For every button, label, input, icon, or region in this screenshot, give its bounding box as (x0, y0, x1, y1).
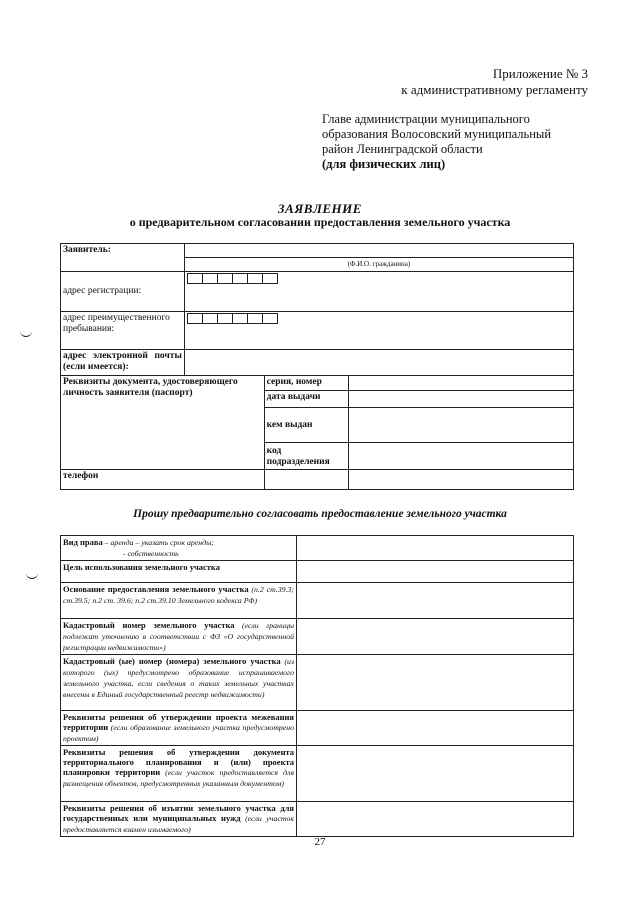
cadastral-multi-hint: (из которого (ых) предусмотрено образование испрашиваемого земельного участка, если сведения о таких земельных участках внесены в Единый государственный реестр недвижимости) (63, 657, 294, 699)
seizure-hint: (если участок предоставляется взамен изымаемого) (63, 814, 295, 834)
basis-label: Основание предоставления земельного участка (63, 584, 249, 594)
addressee-line-1: Главе администрации муниципального (322, 112, 530, 126)
issue-date-label: дата выдачи (264, 391, 348, 408)
series-field[interactable] (348, 376, 573, 391)
applicant-label: Заявитель: (61, 244, 185, 272)
issued-by-field[interactable] (348, 408, 573, 443)
reg-address-label: адрес регистрации: (61, 272, 185, 312)
request-text: Прошу предварительно согласовать предоставление земельного участка (133, 508, 507, 520)
right-type-label: Вид права (63, 537, 103, 547)
cadastral-multi-label: Кадастровый (ые) номер (номера) земельного участка (63, 656, 281, 666)
usage-purpose-field[interactable] (297, 561, 574, 583)
cadastral-hint: (если границы подлежат уточнению в соответствии с ФЗ «О государственной регистрации недвижимости») (63, 621, 294, 652)
addressee-line-4: (для физических лиц) (322, 157, 446, 171)
postcode-boxes[interactable] (187, 273, 571, 282)
unit-code-field[interactable] (348, 443, 573, 470)
fio-hint: (Ф.И.О. гражданина) (185, 257, 573, 270)
seizure-field[interactable] (297, 802, 574, 837)
unit-code-label: код подразделения (264, 443, 348, 470)
stay-address-label: адрес преимущественного пребывания: (61, 312, 185, 350)
right-type-cell (61, 536, 297, 561)
phone-label: телефон (61, 470, 265, 490)
appendix-line-1: Приложение № 3 (492, 66, 588, 81)
email-label: адрес электронной почты (если имеется): (61, 350, 185, 376)
right-type-ownership: - собственность (123, 549, 179, 558)
margin-mark-2 (26, 572, 38, 579)
cadastral-label: Кадастровый номер земельного участка (63, 620, 235, 630)
addressee-line-2: образования Волосовский муниципальный (322, 127, 552, 141)
doc-label: Реквизиты документа, удостоверяющего личность заявителя (паспорт) (61, 376, 265, 470)
issue-date-field[interactable] (348, 391, 573, 408)
applicant-name-field[interactable] (184, 244, 573, 272)
document-title: ЗАЯВЛЕНИЕ (278, 201, 362, 216)
cadastral-field[interactable] (297, 619, 574, 655)
cadastral-multi-field[interactable] (297, 655, 574, 711)
postcode-boxes-2[interactable] (187, 313, 571, 322)
addressee-line-3: район Ленинградской области (322, 142, 483, 156)
page-number: 27 (314, 836, 326, 848)
right-type-field[interactable] (297, 536, 574, 561)
seizure-label: Реквизиты решения об изъятии земельного участка для государственных или муниципальных нужд (63, 803, 294, 823)
addressee-block (322, 112, 592, 172)
margin-mark (20, 330, 32, 337)
usage-purpose-label: Цель использования земельного участка (63, 562, 220, 572)
applicant-table (60, 243, 574, 490)
series-label: серия, номер (264, 376, 348, 391)
document-subtitle: о предварительном согласовании предоставления земельного участка (129, 215, 511, 229)
planning-field[interactable] (297, 746, 574, 802)
right-type-lease: – аренда – указать срок аренды; (102, 538, 214, 547)
planning-label: Реквизиты решения об утверждении документа территориального планирования и (или) проекта планировки территории (63, 747, 294, 777)
issued-by-label: кем выдан (264, 408, 348, 443)
parcel-table (60, 535, 574, 837)
survey-hint: (если образование земельного участка предусмотрено проектом) (63, 723, 294, 743)
survey-label: Реквизиты решения об утверждении проекта межевания территории (63, 712, 294, 732)
stay-address-field[interactable] (184, 312, 573, 350)
appendix-line-2: к административному регламенту (401, 82, 588, 97)
phone-field-2[interactable] (348, 470, 573, 490)
appendix-header (401, 66, 588, 98)
email-field[interactable] (184, 350, 573, 376)
basis-field[interactable] (297, 583, 574, 619)
phone-field-1[interactable] (264, 470, 348, 490)
survey-field[interactable] (297, 711, 574, 746)
reg-address-field[interactable] (184, 272, 573, 312)
planning-hint: (если участок предоставляется для размещения объектов, предусмотренных указанным документом) (63, 768, 295, 788)
basis-hint: (п.2 ст.39.3; ст.39.5; п.2 ст. 39.6; п.2 ст.39.10 Земельного кодекса РФ) (63, 585, 294, 605)
